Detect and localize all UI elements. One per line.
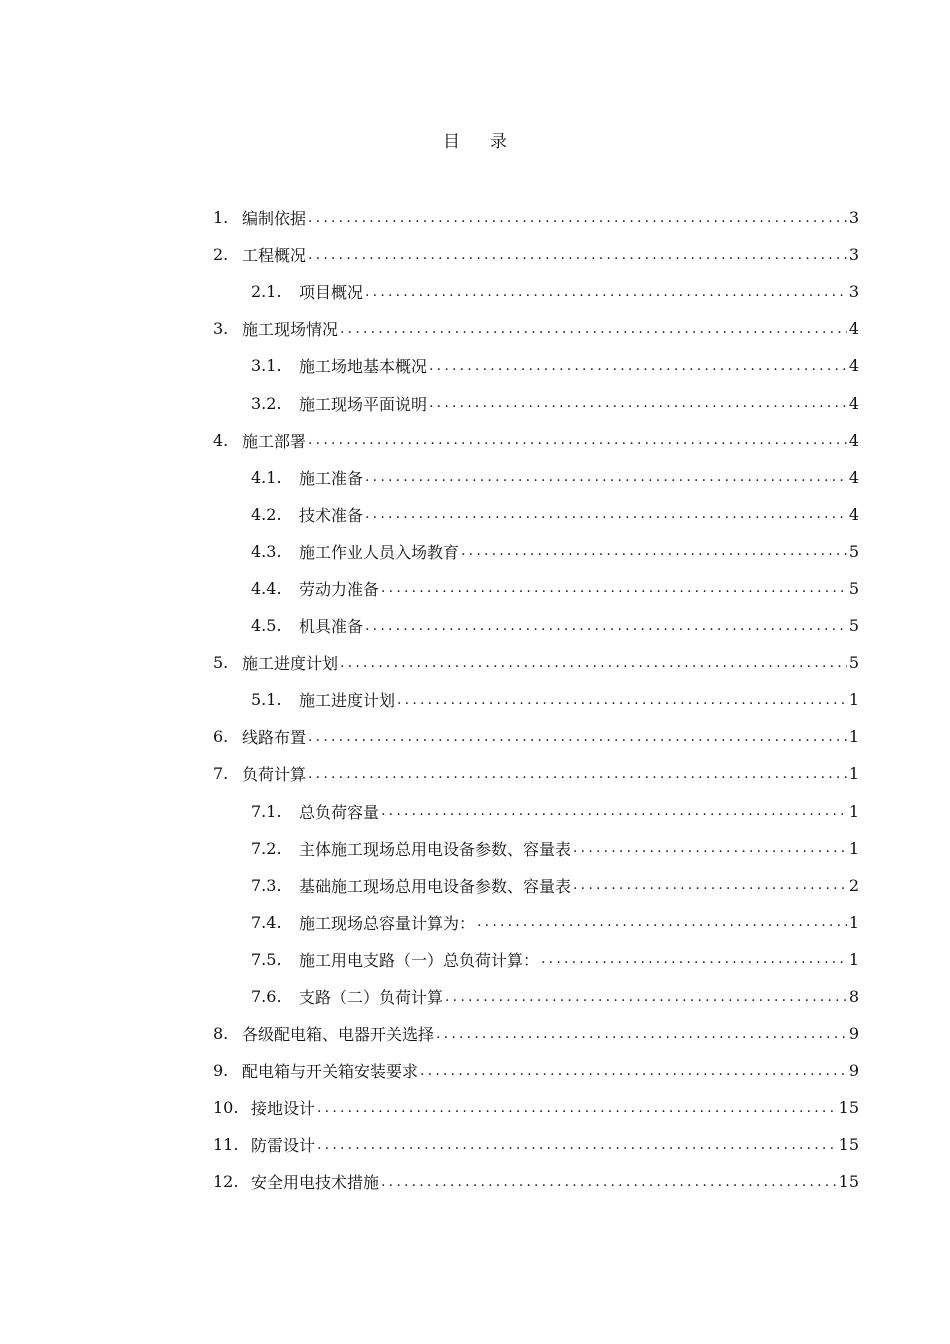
toc-dot-leader: [365, 469, 847, 485]
toc-entry-number: 7.4.: [251, 912, 282, 932]
toc-entry-page: 5: [848, 616, 859, 636]
toc-entry-number: 9.: [213, 1061, 229, 1081]
toc-entry-label: 各级配电箱、电器开关选择: [242, 1025, 435, 1045]
toc-entry-number: 4.3.: [251, 541, 282, 561]
toc-entry-page: 15: [838, 1172, 859, 1192]
toc-entry-label: 负荷计算: [242, 765, 307, 785]
toc-entry[interactable]: [213, 422, 859, 459]
toc-entry-page: 1: [848, 727, 859, 747]
toc-entry[interactable]: [213, 755, 859, 792]
toc-entry-number: 10.: [213, 1098, 239, 1118]
toc-entry-number: 4.1.: [251, 467, 282, 487]
toc-entry-page: 9: [848, 1024, 859, 1044]
toc-dot-leader: [573, 877, 847, 893]
toc-entry-page: 1: [848, 801, 859, 821]
toc-title-char: 目: [443, 132, 460, 152]
toc-entry-number: 4.: [213, 430, 229, 450]
toc-list: [213, 199, 859, 1201]
toc-subentry[interactable]: [213, 459, 859, 496]
toc-entry-page: 3: [848, 282, 859, 302]
toc-entry-label: 施工进度计划: [242, 654, 339, 674]
toc-dot-leader: [308, 432, 847, 448]
toc-title: [0, 127, 950, 152]
toc-dot-leader: [429, 358, 847, 374]
toc-entry-label: 编制依据: [242, 209, 307, 229]
toc-subentry[interactable]: [213, 793, 859, 830]
toc-entry-label: 机具准备: [299, 617, 364, 637]
toc-dot-leader: [308, 247, 847, 263]
toc-entry[interactable]: [213, 1052, 859, 1089]
toc-entry-page: 5: [848, 653, 859, 673]
toc-entry-label: 施工作业人员入场教育: [299, 542, 460, 562]
toc-subentry[interactable]: [213, 681, 859, 718]
toc-entry-page: 5: [848, 578, 859, 598]
toc-entry-page: 1: [848, 912, 859, 932]
toc-entry-page: 1: [848, 690, 859, 710]
toc-entry[interactable]: [213, 1126, 859, 1163]
toc-entry-page: 1: [848, 838, 859, 858]
toc-entry-label: 施工部署: [242, 431, 307, 451]
toc-subentry[interactable]: [213, 867, 859, 904]
toc-title-char: 录: [490, 132, 507, 152]
toc-dot-leader: [436, 1026, 847, 1042]
toc-entry-page: 9: [848, 1061, 859, 1081]
toc-entry[interactable]: [213, 1015, 859, 1052]
toc-subentry[interactable]: [213, 830, 859, 867]
toc-dot-leader: [420, 1063, 847, 1079]
toc-entry-page: 3: [848, 245, 859, 265]
toc-dot-leader: [445, 989, 847, 1005]
toc-subentry[interactable]: [213, 904, 859, 941]
toc-subentry[interactable]: [213, 941, 859, 978]
toc-entry-number: 8.: [213, 1024, 229, 1044]
toc-dot-leader: [541, 951, 847, 967]
toc-entry-label: 施工现场平面说明: [299, 394, 428, 414]
toc-entry-page: 8: [848, 987, 859, 1007]
toc-dot-leader: [308, 766, 847, 782]
toc-entry-page: 3: [848, 208, 859, 228]
toc-entry-page: 15: [838, 1135, 859, 1155]
toc-entry-label: 工程概况: [242, 246, 307, 266]
toc-entry-number: 7.3.: [251, 875, 282, 895]
toc-entry-page: 2: [848, 875, 859, 895]
toc-entry-label: 线路布置: [242, 728, 307, 748]
toc-entry-label: 施工准备: [299, 468, 364, 488]
toc-dot-leader: [573, 840, 847, 856]
toc-dot-leader: [381, 803, 847, 819]
toc-entry[interactable]: [213, 644, 859, 681]
toc-entry-number: 11.: [213, 1135, 239, 1155]
toc-entry-number: 4.2.: [251, 504, 282, 524]
toc-entry[interactable]: [213, 1163, 859, 1200]
toc-dot-leader: [429, 395, 847, 411]
toc-entry-label: 技术准备: [299, 505, 364, 525]
toc-entry[interactable]: [213, 718, 859, 755]
toc-entry-page: 5: [848, 541, 859, 561]
toc-subentry[interactable]: [213, 347, 859, 384]
toc-entry-label: 劳动力准备: [299, 579, 380, 599]
toc-entry-number: 5.1.: [251, 690, 282, 710]
toc-subentry[interactable]: [213, 496, 859, 533]
toc-entry-number: 3.2.: [251, 393, 282, 413]
toc-entry-label: 配电箱与开关箱安装要求: [242, 1062, 419, 1082]
toc-entry-label: 施工场地基本概况: [299, 357, 428, 377]
toc-subentry[interactable]: [213, 384, 859, 421]
toc-dot-leader: [461, 543, 847, 559]
toc-dot-leader: [397, 692, 847, 708]
toc-entry-number: 7.2.: [251, 838, 282, 858]
toc-entry-label: 基础施工现场总用电设备参数、容量表: [299, 876, 572, 896]
toc-entry-number: 6.: [213, 727, 229, 747]
toc-entry-number: 2.: [213, 245, 229, 265]
toc-entry-label: 施工进度计划: [299, 691, 396, 711]
toc-subentry[interactable]: [213, 978, 859, 1015]
toc-entry-label: 安全用电技术措施: [251, 1173, 380, 1193]
toc-subentry[interactable]: [213, 533, 859, 570]
toc-dot-leader: [365, 284, 847, 300]
toc-dot-leader: [365, 618, 847, 634]
toc-entry-number: 3.1.: [251, 356, 282, 376]
toc-dot-leader: [308, 210, 847, 226]
toc-entry[interactable]: [213, 310, 859, 347]
toc-dot-leader: [308, 729, 847, 745]
toc-entry-number: 7.6.: [251, 987, 282, 1007]
toc-entry-number: 2.1.: [251, 282, 282, 302]
toc-entry-number: 4.4.: [251, 578, 282, 598]
toc-entry-number: 1.: [213, 208, 229, 228]
toc-entry-page: 4: [848, 430, 859, 450]
toc-entry-page: 1: [848, 949, 859, 969]
toc-subentry[interactable]: [213, 570, 859, 607]
toc-entry-page: 1: [848, 764, 859, 784]
toc-dot-leader: [365, 506, 847, 522]
toc-entry-page: 4: [848, 504, 859, 524]
toc-entry-number: 7.1.: [251, 801, 282, 821]
toc-entry-page: 4: [848, 319, 859, 339]
toc-entry-page: 4: [848, 356, 859, 376]
toc-entry-number: 3.: [213, 319, 229, 339]
toc-dot-leader: [381, 580, 847, 596]
toc-entry-label: 施工现场情况: [242, 320, 339, 340]
toc-dot-leader: [340, 655, 847, 671]
toc-entry-number: 5.: [213, 653, 229, 673]
toc-entry[interactable]: [213, 236, 859, 273]
toc-dot-leader: [381, 1174, 837, 1190]
toc-dot-leader: [477, 914, 847, 930]
toc-entry-number: 4.5.: [251, 616, 282, 636]
toc-dot-leader: [340, 321, 847, 337]
toc-entry-label: 总负荷容量: [299, 802, 380, 822]
toc-entry-page: 4: [848, 467, 859, 487]
toc-entry-label: 项目概况: [299, 283, 364, 303]
toc-dot-leader: [317, 1137, 837, 1153]
toc-entry-number: 7.5.: [251, 949, 282, 969]
toc-entry-label: 施工现场总容量计算为：: [299, 913, 476, 933]
toc-entry[interactable]: [213, 1089, 859, 1126]
toc-entry-number: 12.: [213, 1172, 239, 1192]
toc-subentry[interactable]: [213, 607, 859, 644]
toc-entry-label: 主体施工现场总用电设备参数、容量表: [299, 839, 572, 859]
toc-entry-page: 4: [848, 393, 859, 413]
toc-entry[interactable]: [213, 199, 859, 236]
toc-subentry[interactable]: [213, 273, 859, 310]
toc-entry-label: 支路（二）负荷计算: [299, 988, 444, 1008]
toc-entry-label: 防雷设计: [251, 1136, 316, 1156]
toc-entry-page: 15: [838, 1098, 859, 1118]
toc-entry-label: 接地设计: [251, 1099, 316, 1119]
toc-dot-leader: [317, 1100, 837, 1116]
toc-entry-number: 7.: [213, 764, 229, 784]
toc-entry-label: 施工用电支路（一）总负荷计算：: [299, 950, 540, 970]
